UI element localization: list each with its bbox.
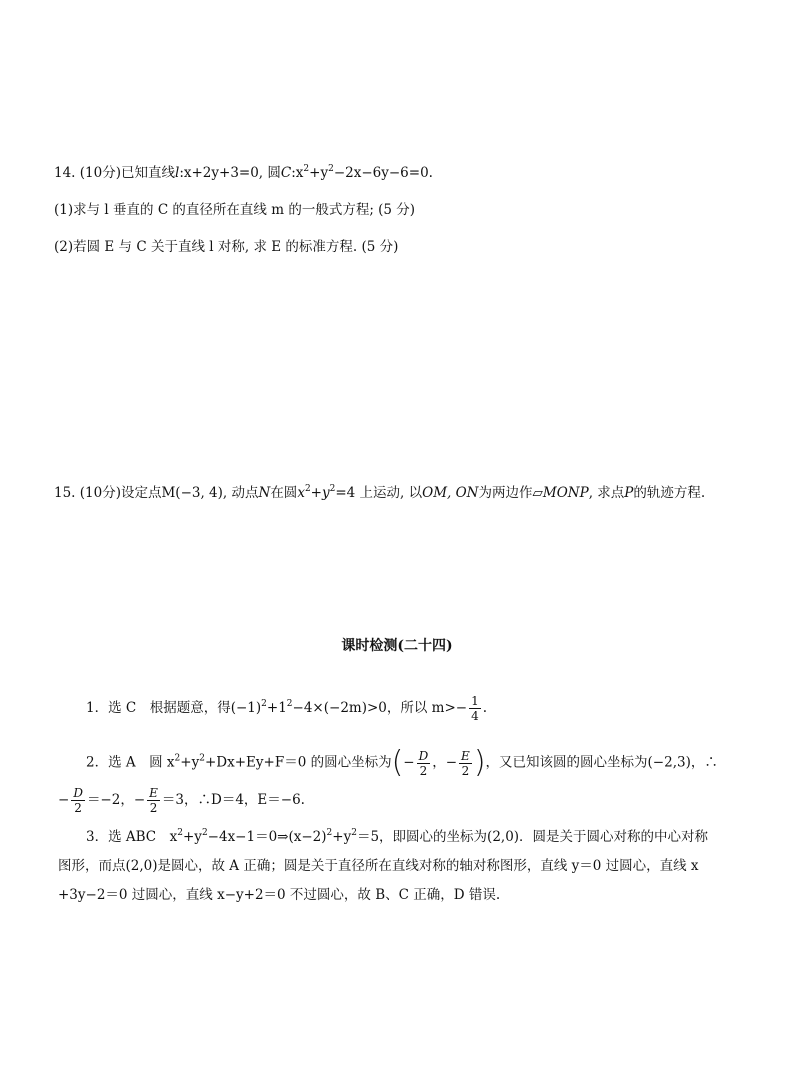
q15-b: M(−3, 4), 动点 — [161, 485, 259, 501]
a1-sup-2: 2 — [286, 699, 293, 709]
answer-3-line-1 — [86, 828, 708, 846]
a2-l2-a: − — [58, 792, 70, 808]
q15-k: , 求点 — [588, 485, 625, 501]
a1-text: 1．选 C 根据题意，得(−1) — [86, 700, 262, 716]
a2-frac-3 — [71, 786, 85, 815]
a1-t2: +1 — [266, 700, 287, 716]
q15-f: +y — [310, 485, 330, 501]
q14-sup-2: 2 — [328, 164, 334, 174]
a3-sup-4: 2 — [351, 828, 357, 838]
a1-end: . — [482, 700, 488, 716]
q14-part2: (2)若圆 E 与 C 关于直线 l 对称, 求 E 的标准方程. (5 分) — [54, 239, 399, 255]
a1-t3: −4×(−2m)>0，所以 m>− — [292, 700, 468, 716]
a2-l1-c: +Dx+Ey+F＝0 的圆心坐标为 — [204, 754, 392, 771]
a3-l1-e: ＝5，即圆心的坐标为(2,0)．圆是关于圆心对称的中心对称 — [356, 829, 709, 845]
a2-frac2-num: E — [461, 748, 470, 763]
a1-frac-den: 4 — [471, 709, 479, 723]
a3-l1-b: +y — [182, 829, 202, 845]
a2-frac-2 — [459, 749, 472, 778]
q14-sup-1: 2 — [303, 164, 310, 174]
a2-left-paren: ( — [391, 745, 404, 780]
a3-sup-3: 2 — [326, 828, 333, 838]
a1-fraction — [469, 694, 481, 723]
answer-2-line-1: 2．选 A 圆 $x^2+y^2+Dx+Ey+F=0$ 的圆心坐标为(− $\frac{D}{2}$ ，− $\frac{E}{2}$ )，又已知该圆的圆心坐标为(−2,3)，∴ — [86, 745, 718, 780]
q15-i: 为两边作▱ — [478, 485, 543, 501]
q15-sup-2: 2 — [329, 484, 336, 494]
q15-c: N — [258, 485, 271, 501]
q14-stem — [54, 164, 433, 182]
q14-part1: (1)求与 l 垂直的 C 的直径所在直线 m 的一般式方程; (5 分) — [54, 202, 416, 218]
q14-circle-eq-c: −2x−6y−6=0. — [333, 165, 433, 181]
a2-l2-c: ＝3，∴D＝4，E＝−6. — [161, 792, 305, 808]
a3-sup-2: 2 — [201, 828, 208, 838]
answer-title: 课时检测(二十四) — [341, 638, 453, 654]
a2-frac3-den: 2 — [74, 801, 82, 815]
a2-frac1-den: 2 — [419, 763, 428, 778]
q15-h: OM, ON — [422, 485, 479, 501]
a2-frac4-num: E — [149, 786, 158, 800]
a2-frac2-den: 2 — [461, 763, 470, 778]
a2-l1-d: ，又已知该圆的圆心坐标为(−2,3)，∴ — [485, 754, 718, 771]
a2-frac-4 — [147, 786, 160, 815]
a2-frac4-den: 2 — [149, 801, 158, 815]
q15-sup-1: 2 — [304, 484, 311, 494]
answer-2-line-2 — [58, 786, 305, 815]
a3-sup-1: 2 — [177, 828, 183, 838]
q15-g: =4 上运动, 以 — [335, 485, 423, 501]
a1-frac-num: 1 — [471, 694, 479, 708]
a2-frac3-num: D — [73, 786, 83, 800]
a2-frac1-num: D — [418, 748, 429, 763]
q14-line-eq: :x+2y+3=0, 圆 — [179, 165, 281, 181]
a2-frac-1 — [417, 749, 431, 778]
a2-l2-b: ＝−2，− — [86, 792, 146, 808]
a2-sup-1: 2 — [174, 753, 181, 764]
q15-a: 15. (10分)设定点 — [54, 485, 162, 501]
q15-j: MONP — [542, 485, 589, 501]
q14-stem-text: 14. (10分)已知直线 — [54, 165, 175, 181]
q14-line-l: l — [174, 165, 180, 181]
answer-3-line-2: 图形，而点(2,0)是圆心，故 A 正确；圆是关于直径所在直线对称的轴对称图形，直线 y＝0 过圆心，直线 x — [58, 858, 699, 874]
q14-circle-c: C — [280, 165, 292, 181]
q15-d: 在圆 — [270, 485, 298, 501]
a3-l1-c: −4x−1＝0⇒(x−2) — [207, 829, 327, 845]
answer-1 — [86, 694, 487, 723]
q15-stem — [54, 484, 705, 502]
answer-3-line-3: +3y−2＝0 过圆心，直线 x−y+2＝0 不过圆心，故 B、C 正确，D 错误. — [58, 887, 501, 903]
q14-circle-eq-b: +y — [309, 165, 329, 181]
a2-sup-2: 2 — [199, 753, 205, 764]
q15-l: P — [624, 485, 634, 501]
a2-l1-b: +y — [180, 754, 200, 771]
a2-l1-a: 2．选 A 圆 x — [86, 754, 175, 771]
a3-l1: 3．选 ABC x — [86, 829, 178, 845]
a2-right-paren: ) — [473, 745, 486, 780]
a3-l1-d: +y — [332, 829, 352, 845]
q14-circle-eq-a: :x — [291, 165, 304, 181]
q15-e: x — [297, 485, 305, 501]
q15-m: 的轨迹方程. — [633, 485, 706, 501]
a1-sup-1: 2 — [261, 699, 267, 709]
